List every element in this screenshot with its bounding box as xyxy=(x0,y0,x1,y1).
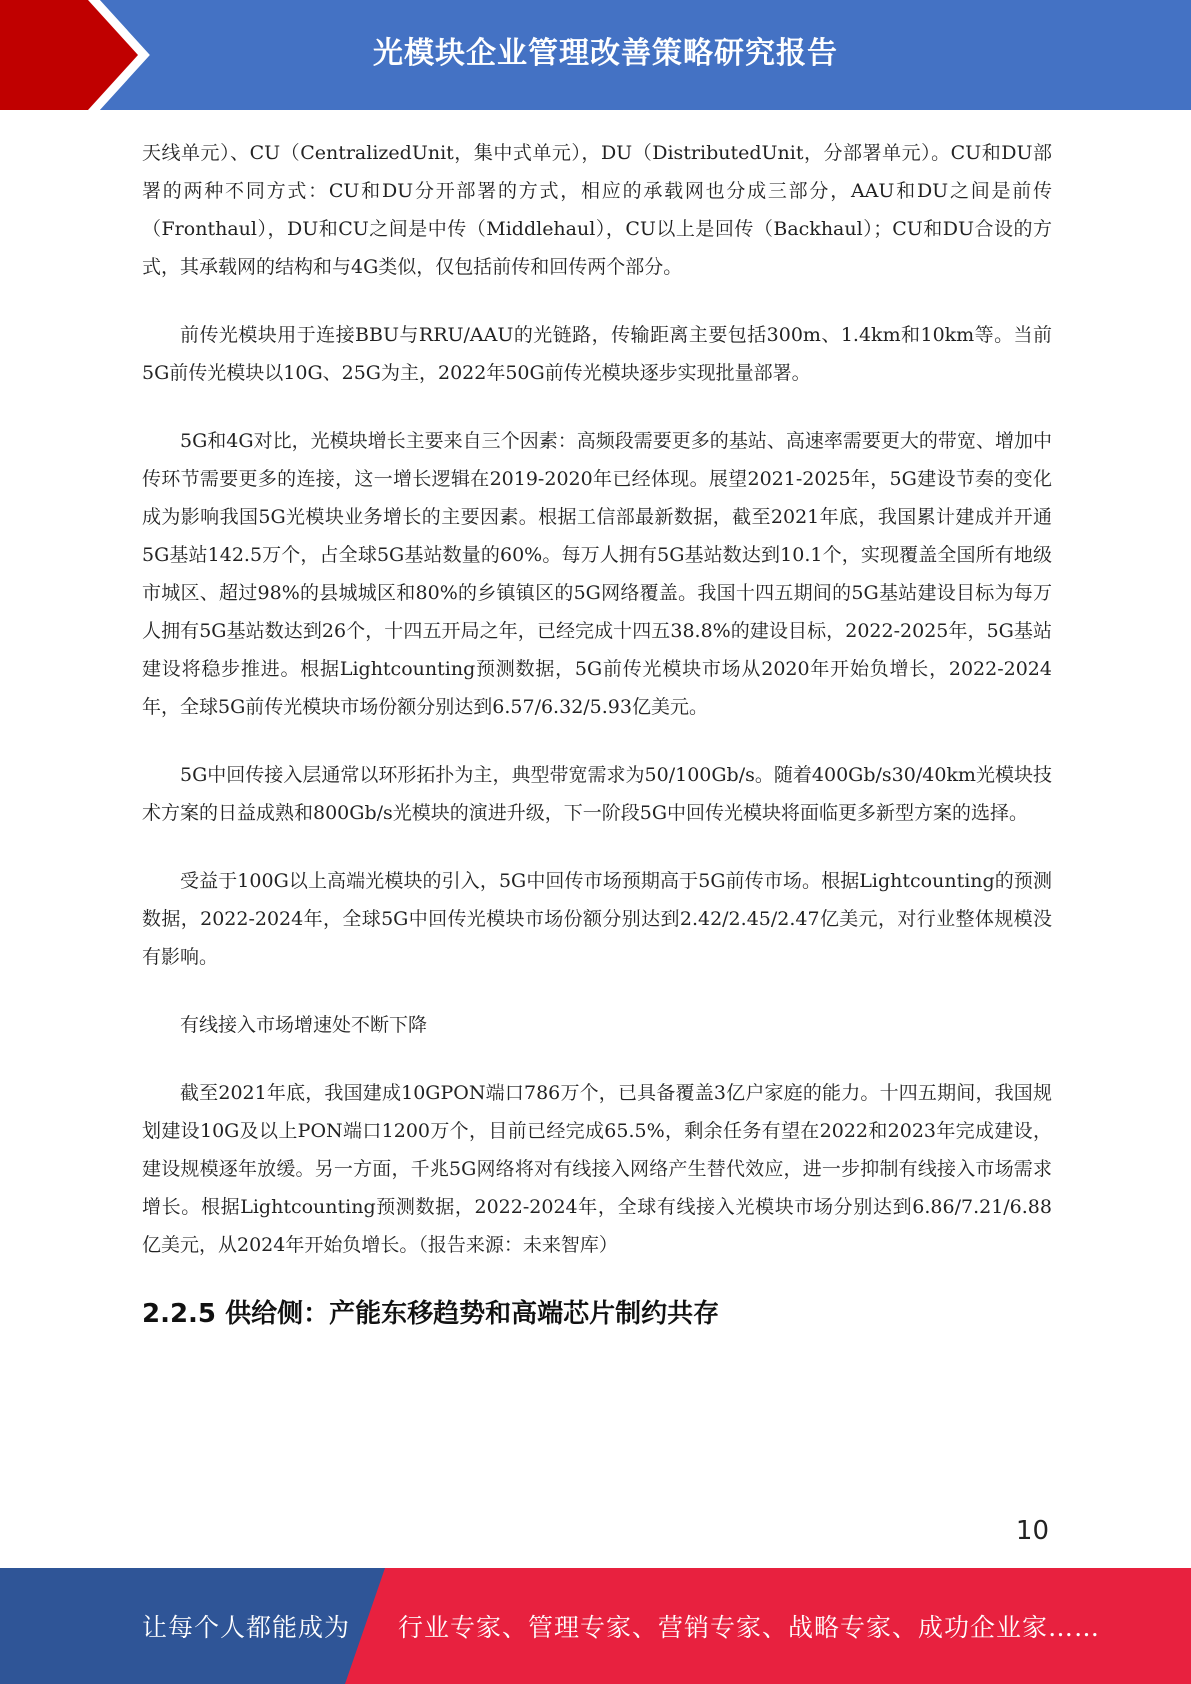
report-title: 光模块企业管理改善策略研究报告 xyxy=(373,36,838,71)
footer-slogan-right: 行业专家、管理专家、营销专家、战略专家、成功企业家…… xyxy=(398,1613,1101,1642)
section-heading: 2.2.5 供给侧：产能东移趋势和高端芯片制约共存 xyxy=(142,1299,720,1329)
paragraph-wired-access-market: 截至2021年底，我国建成10GPON端口786万个，已具备覆盖3亿户家庭的能力。十四五期间，我国规划建设10G及以上PON端口1200万个，目前已经完成65.5%，剩余任务有望在2022和2023年完成建设，建设规模逐年放缓。另一方面，千兆5G网络将对有线接入网络产生替代效应，进一步抑制有线接入市场需求增长。根据Lightcounting预测数据，2022-2024年，全球有线接入光模块市场分别达到6.86/7.21/6.88亿美元，从2024年开始负增长。（报告来源：未来智库） xyxy=(142,1082,1052,1256)
paragraph-wired-access-subtitle: 有线接入市场增速处不断下降 xyxy=(180,1014,428,1036)
paragraph-5g-growth-factors: 5G和4G对比，光模块增长主要来自三个因素：高频段需要更多的基站、高速率需要更大的带宽、增加中传环节需要更多的连接，这一增长逻辑在2019-2020年已经体现。展望2021-2025年，5G建设节奏的变化成为影响我国5G光模块业务增长的主要因素。根据工信部最新数据，截至2021年底，我国累计建成并开通5G基站142.5万个，占全球5G基站数量的60%。每万人拥有5G基站数达到10.1个，实现覆盖全国所有地级市城区、超过98%的县城城区和80%的乡镇镇区的5G网络覆盖。我国十四五期间的5G基站建设目标为每万人拥有5G基站数达到26个，十四五开局之年，已经完成十四五38.8%的建设目标，2022-2025年，5G基站建设将稳步推进。根据Lightcounting预测数据，5G前传光模块市场从2020年开始负增长，2022-2024年，全球5G前传光模块市场份额分别达到6.57/6.32/5.93亿美元。 xyxy=(142,430,1052,718)
paragraph-fronthaul-modules: 前传光模块用于连接BBU与RRU/AAU的光链路，传输距离主要包括300m、1.4km和10km等。当前5G前传光模块以10G、25G为主，2022年50G前传光模块逐步实现批量部署。 xyxy=(142,324,1052,384)
footer-slogan-left: 让每个人都能成为 xyxy=(142,1613,351,1642)
page-number: 10 xyxy=(1015,1516,1049,1546)
page-header xyxy=(0,0,1191,110)
paragraph-mid-backhaul-access: 5G中回传接入层通常以环形拓扑为主，典型带宽需求为50/100Gb/s。随着400Gb/s30/40km光模块技术方案的日益成熟和800Gb/s光模块的演进升级，下一阶段5G中回传光模块将面临更多新型方案的选择。 xyxy=(142,764,1052,824)
paragraph-network-architecture: 天线单元）、CU（CentralizedUnit，集中式单元），DU（DistributedUnit，分部署单元）。CU和DU部署的两种不同方式：CU和DU分开部署的方式，相应的承载网也分成三部分，AAU和DU之间是前传（Fronthaul），DU和CU之间是中传（Middlehaul），CU以上是回传（Backhaul）；CU和DU合设的方式，其承载网的结构和与4G类似，仅包括前传和回传两个部分。 xyxy=(142,142,1052,278)
document-body xyxy=(142,134,1052,1334)
page-footer xyxy=(0,1568,1191,1684)
header-red-arrow-decoration xyxy=(0,0,160,110)
paragraph-mid-backhaul-market: 受益于100G以上高端光模块的引入，5G中回传市场预期高于5G前传市场。根据Lightcounting的预测数据，2022-2024年，全球5G中回传光模块市场份额分别达到2.42/2.45/2.47亿美元，对行业整体规模没有影响。 xyxy=(142,870,1052,968)
